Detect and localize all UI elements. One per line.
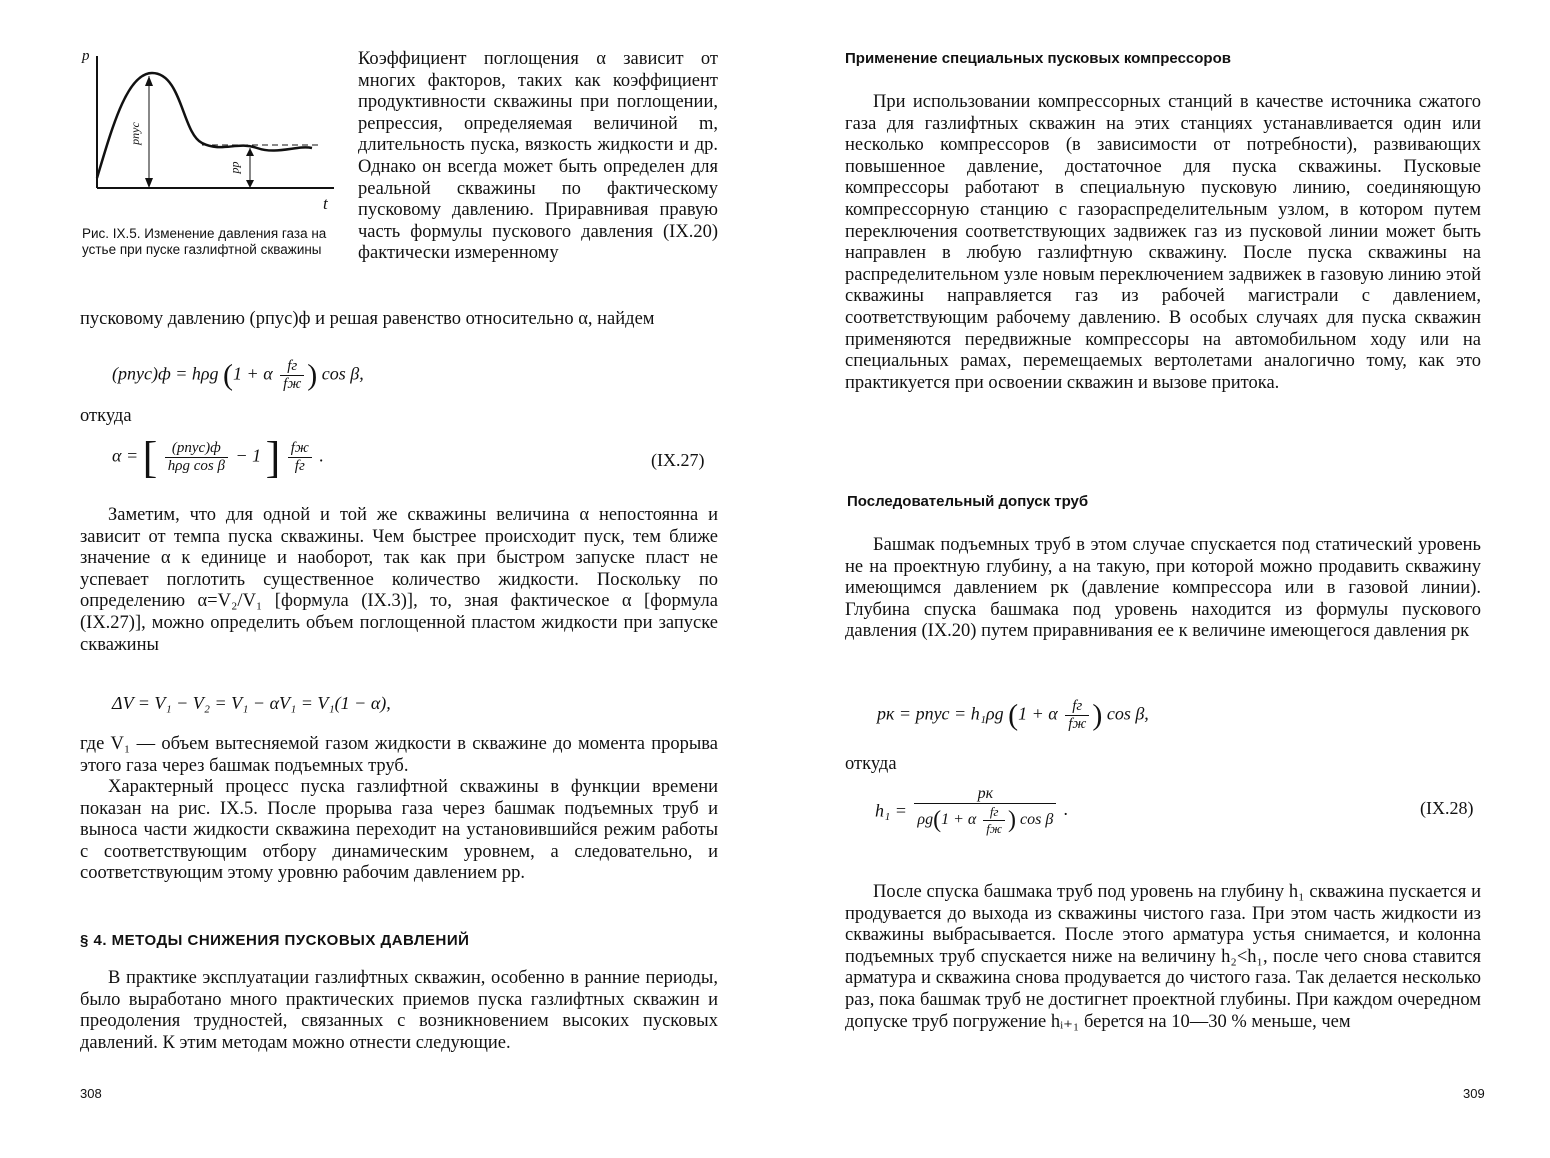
y-axis-label: p <box>82 48 90 64</box>
formula-pk: pк = pпус = h₁ρg (1 + α $\frac{fг}{fж}$ ) cos β, <box>877 698 1149 732</box>
paragraph-5: В практике эксплуатации газлифтных скважин, особенно в ранние периоды, было выработано много практических приемов пуска газлифтных скважин и преодоления трудностей, связанных с возникновением высоких пусковых давлений. К этим методам можно отнести следующие. <box>80 968 718 1053</box>
formula-delta-v: ΔV = V₁ − V₂ = V₁ − αV₁ = V₁(1 − α), <box>112 693 391 713</box>
equation-number-ix27: (IX.27) <box>651 450 705 470</box>
formula-pstart-actual: (pпус)ф = hρg (1 + α $\frac{fг}{fж}$ ) cos β, <box>112 358 364 392</box>
paragraph-4: Характерный процесс пуска газлифтной скважины в функции времени показан на рис. IX.5. После прорыва газа через башмак подъемных труб и выноса части жидкости скважина переходит на установившийся режим работы с соответствующим отбору динамическим уровнем, а следовательно, и соответствующим этому уровню рабочим давлением pр. <box>80 777 718 884</box>
section-heading: § 4. МЕТОДЫ СНИЖЕНИЯ ПУСКОВЫХ ДАВЛЕНИЙ <box>80 932 470 949</box>
otkuda-2: откуда <box>845 754 897 774</box>
paragraph-1: Коэффициент поглощения α зависит от многих факторов, таких как коэффициент продуктивности скважины при поглощении, репрессия, определяемая величиной m, длительность пуска, вязкость жидкости и др. Однако он всегда может быть определен для реальной скважины по фактическому пусковому давлению. Приравнивая правую часть формулы пускового давления (IX.20) фактически измеренному <box>358 49 718 264</box>
pressure-graph <box>72 48 342 218</box>
paragraph-compressors: При использовании компрессорных станций в качестве источника сжатого газа для газлифтных скважин на этих станциях устанавливается один или несколько компрессоров (в зависимости от потребности), развивающих повышенное давление, достаточное для пуска скважины. Пусковые компрессоры работают в специальную пусковую линию, соединяющую компрессорную станцию с газораспределительным узлом, в котором путем переключения соответствующих задвижек газ из пусковой линии может быть направлен в любую газлифтную скважину. После пуска скважины на распределительном узле новым переключением задвижек в газовую линию этой скважины направляется газ из рабочей магистрали с давлением, соответствующим рабочему давлению. В особых случаях для пуска скважин применяются передвижные компрессоры на автомобильном ходу или на специальных рамах, перемещаемых вертолетами аналогично тому, как это практикуется при освоении скважин и вызове притока. <box>845 92 1481 393</box>
formula-ix27: α = [ $\frac{\text{(pпус)ф}}{\text{hρg cos β}}$ − 1 ] $\frac{fж}{fг}$ . <box>112 433 324 482</box>
heading-sequential-lowering: Последовательный допуск труб <box>847 493 1089 510</box>
formula-ix28: h₁ = pк ρg(1 + α $\frac{fг}{fж}$ ) cos β . <box>875 785 1069 836</box>
heading-compressors: Применение специальных пусковых компрессоров <box>845 50 1231 67</box>
paragraph-3: где V₁ — объем вытесняемой газом жидкости в скважине до момента прорыва этого газа через башмак подъемных труб. <box>80 734 718 776</box>
steady-pressure-label: pр <box>227 161 242 174</box>
paragraph-1-continued: пусковому давлению (pпус)ф и решая равенство относительно α, найдем <box>80 309 655 329</box>
page-number-left: 308 <box>80 1086 102 1101</box>
otkuda-1: откуда <box>80 406 132 426</box>
paragraph-sequential: Башмак подъемных труб в этом случае спускается под статический уровень не на проектную глубину, а на такую, при которой можно продавить скважину имеющимся давлением pк (давление компрессора или в газовой линии). Глубина спуска башмака под уровень находится из формулы пускового давления (IX.20) путем приравнивания ее к величине имеющегося давления pк <box>845 535 1481 642</box>
right-page <box>775 0 1550 1158</box>
paragraph-after-lowering: После спуска башмака труб под уровень на глубину h₁ скважина пускается и продувается до выхода из скважины чистого газа. При этом часть жидкости из скважины выбрасывается. После этого арматура устья снимается, и колонна подъемных труб спускается ниже на величину h₂<h₁, после чего снова ставится арматура и скважина снова продувается до чистого газа. Так делается несколько раз, пока башмак труб не достигнет проектной глубины. При каждом очередном допуске труб погружение hᵢ₊₁ берется на 10—30 % меньше, чем <box>845 882 1481 1032</box>
page-number-right: 309 <box>1463 1086 1485 1101</box>
equation-number-ix28: (IX.28) <box>1420 798 1474 818</box>
x-axis-label: t <box>323 194 328 213</box>
paragraph-2: Заметим, что для одной и той же скважины величина α непостоянна и зависит от темпа пуска скважины. Чем быстрее происходит пуск, тем ближе значение α к единице и наоборот, так как при быстром запуске пласт не успевает поглотить существенное количество жидкости. Поскольку по определению α=V₂/V₁ [формула (IX.3)], то, зная фактическое α [формула (IX.27)], можно определить объем поглощенной пластом жидкости при запуске скважины <box>80 505 718 655</box>
figure-caption: Рис. IX.5. Изменение давления газа на устье при пуске газлифтной скважины <box>82 226 327 257</box>
peak-pressure-label: pпус <box>127 122 142 145</box>
